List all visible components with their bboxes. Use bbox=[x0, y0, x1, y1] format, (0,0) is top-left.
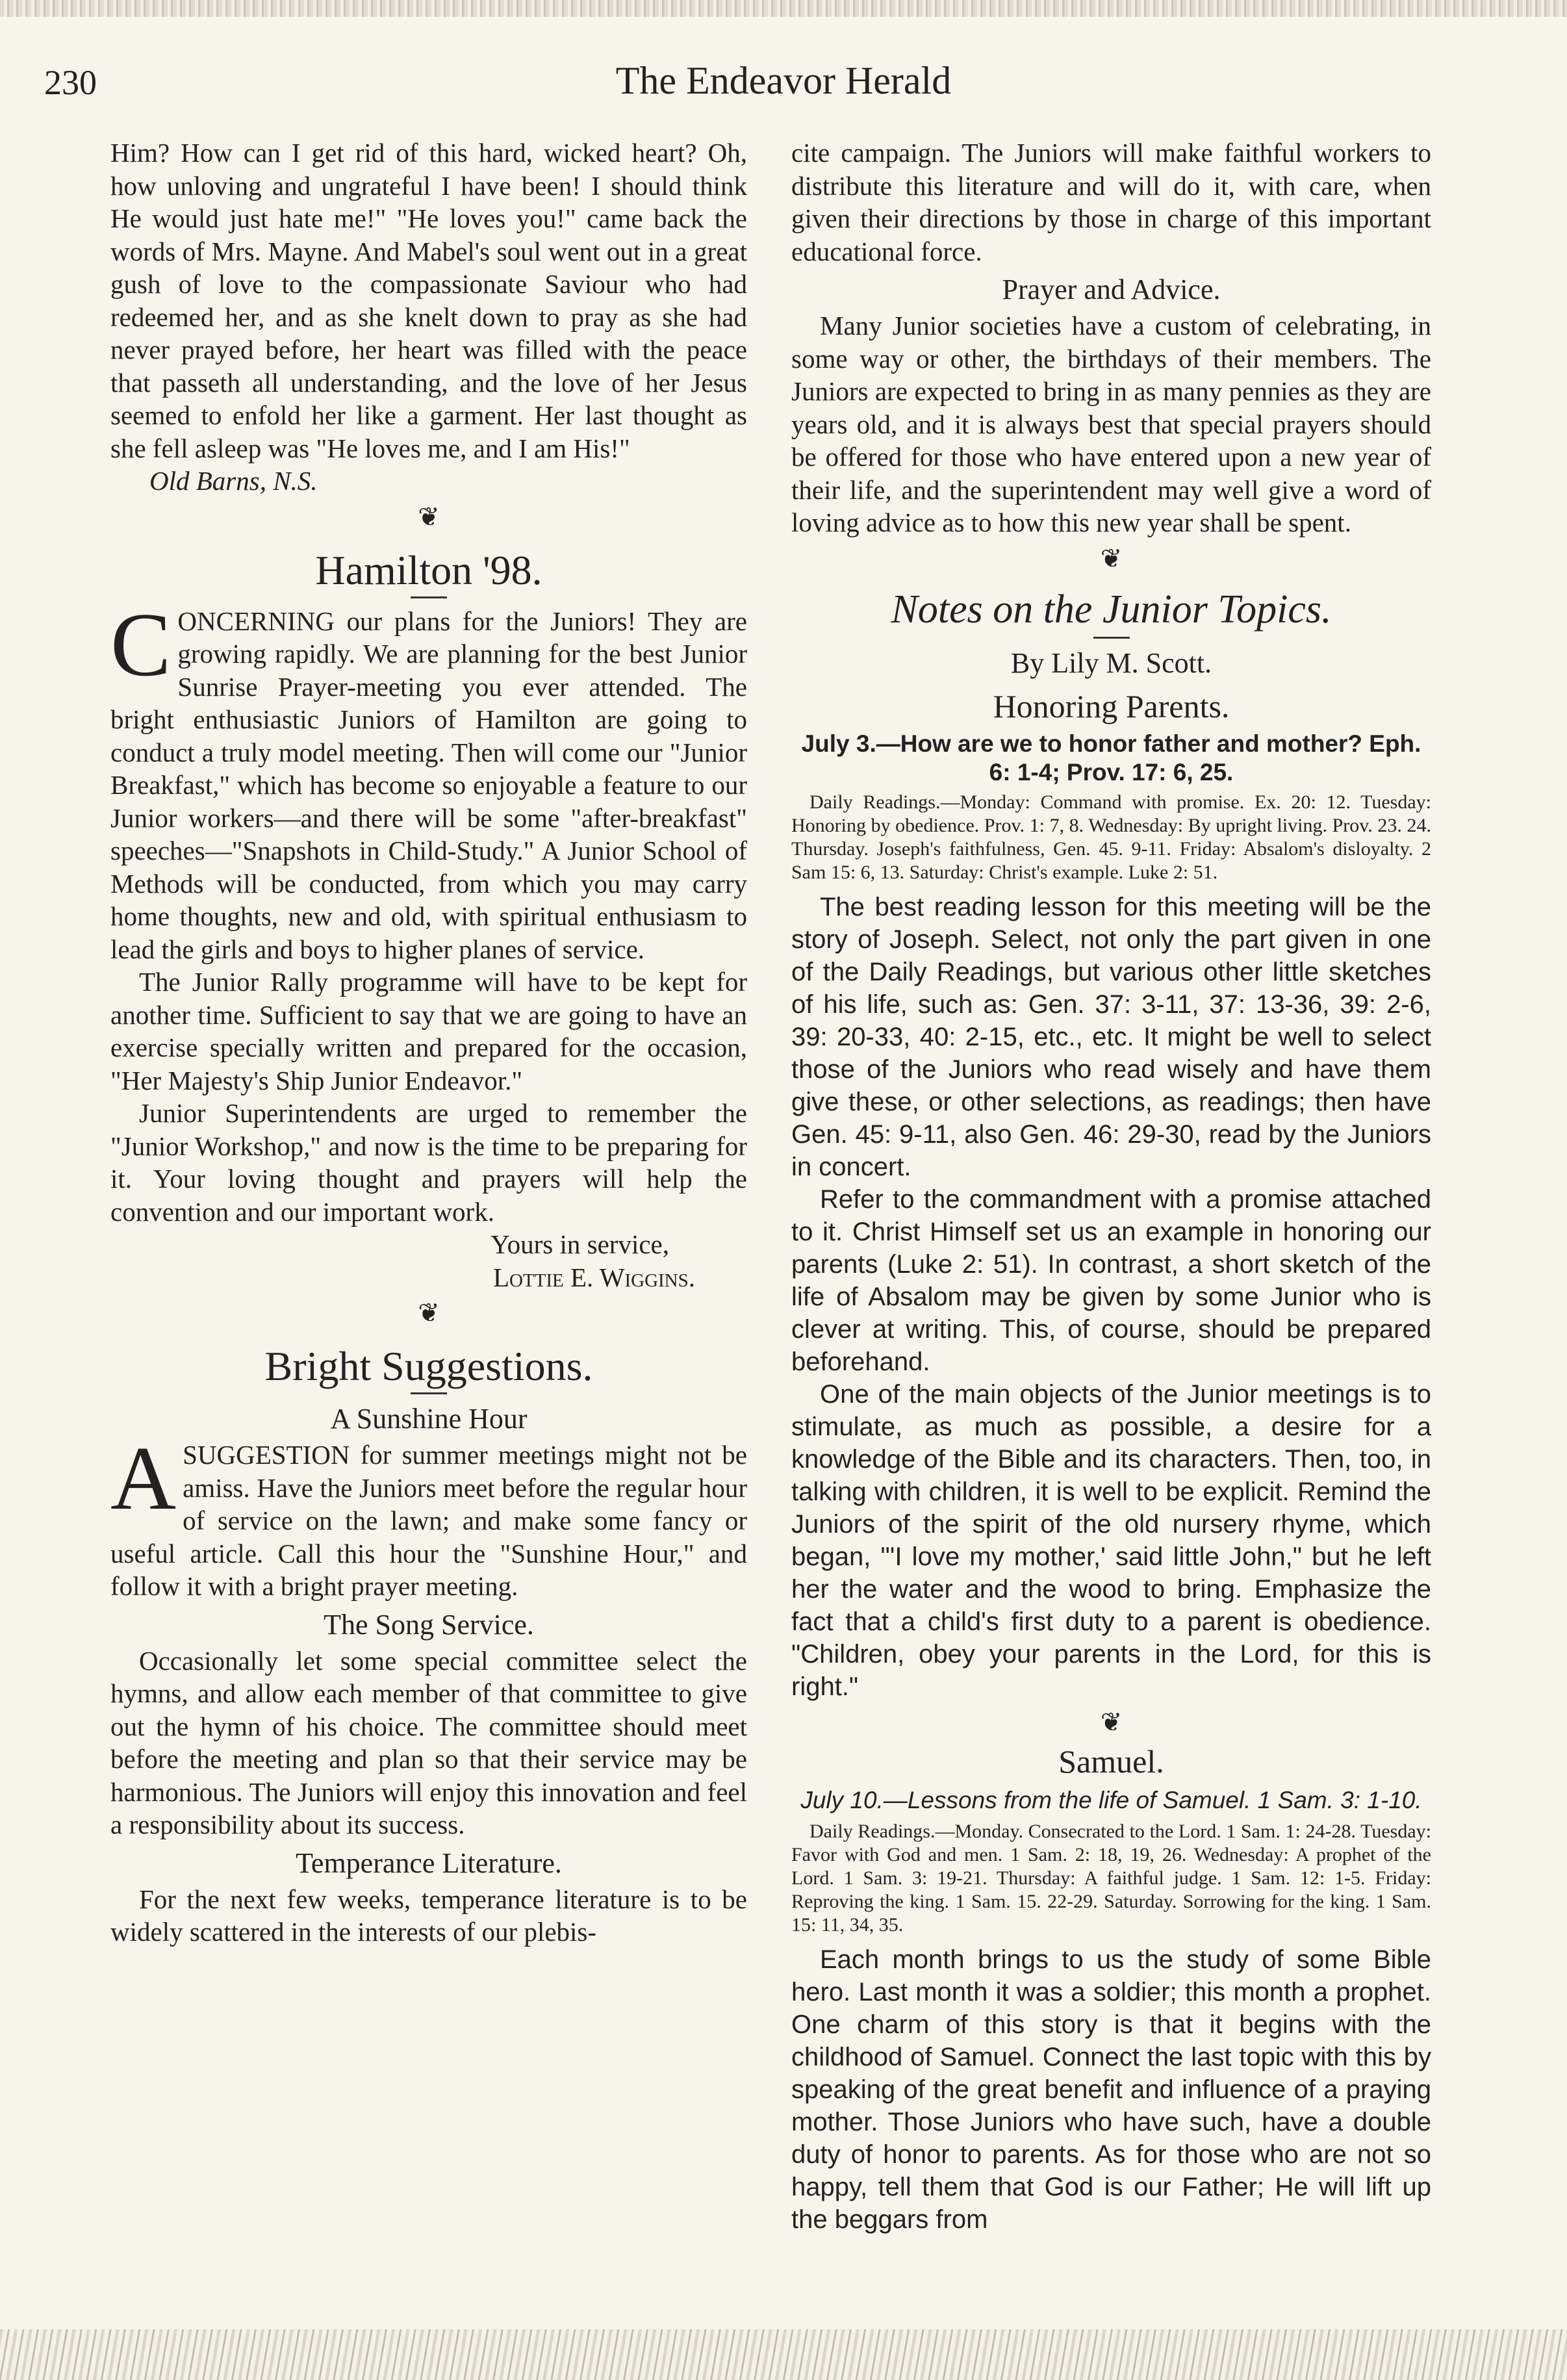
topic-paragraph: One of the main objects of the Junior meetings is to stimulate, as much as possible, a desire for a knowledge of the Bible and its characters. Then, too, in talking with children, it is well to be explicit. Remind the Juniors of the spirit of the old nursery rhyme, which began, "'I love my mother,' said little John," but he left her the water and the wood to bring. Emphasize the fact that a child's first duty to a parent is obedience. "Children, obey your parents in the Lord, for this is right." bbox=[791, 1379, 1431, 1701]
heading-rule bbox=[1093, 637, 1130, 639]
story-signature: Old Barns, N.S. bbox=[149, 466, 318, 496]
suggestion-paragraph: Occasionally let some special committee select the hymns, and allow each member of that committee to give out the hymn of his choice. The committee should meet before the meeting and plan so that their service may be harmonious. The Juniors will enjoy this innovation and feel a responsibility about its success. bbox=[110, 1645, 747, 1839]
topic-paragraph: The best reading lesson for this meeting will be the story of Joseph. Select, not only the part given in one of the Daily Readings, but various other little sketches of his life, such as: Gen. 37: 3-11, 37: 13-36, 39: 2-6, 39: 20-33, 40: 2-15, etc., etc. It might be well to select those of the Juniors who read wisely and have them give these, or other selections, as readings; then have Gen. 45: 9-11, also Gen. 46: 29-30, read by the Juniors in concert. bbox=[791, 892, 1431, 1181]
daily-readings: Daily Readings.—Monday: Command with promise. Ex. 20: 12. Tuesday: Honoring by obedience. Prov. 1: 7, 8. Wednesday: By upright living. Prov. 23. 24. Thursday. Joseph's faithfulness, Gen. 45. 9-11. Friday: Absalom's disloyalty. 2 Sam 15: 6, 13. Saturday: Christ's example. Luke 2: 51. bbox=[791, 791, 1431, 883]
samuel-heading: Samuel. bbox=[1058, 1743, 1164, 1780]
drop-cap: A bbox=[110, 1428, 177, 1529]
ornament-divider: ❦ bbox=[418, 502, 440, 531]
hamilton-paragraph: ONCERNING our plans for the Juniors! They are growing rapidly. We are planning for the best Junior Sunrise Prayer-meeting you ever attended. The bright enthusiastic Juniors of Hamilton are going to conduct a truly model meeting. Then will come our "Junior Breakfast," which has become so enjoyable a feature to our Junior workers—and there will be some "after-breakfast" speeches—"Snapshots in Child-Study." A Junior School of Methods will be conducted, from which you may carry home thoughts, new and old, with spiritual enthusiasm to lead the girls and boys to higher planes of service. bbox=[110, 606, 747, 964]
right-column bbox=[791, 136, 1431, 2236]
notes-heading: Notes on the Junior Topics. bbox=[891, 587, 1332, 632]
ornament-divider: ❦ bbox=[418, 1298, 440, 1327]
ornament-divider: ❦ bbox=[1100, 1707, 1123, 1737]
closing-line: Yours in service, bbox=[490, 1229, 669, 1259]
bright-suggestions-heading: Bright Suggestions. bbox=[264, 1343, 593, 1389]
scan-edge-bottom bbox=[0, 2329, 1567, 2380]
hamilton-heading: Hamilton '98. bbox=[315, 546, 542, 593]
prayer-paragraph: Many Junior societies have a custom of celebrating, in some way or other, the birthdays of their members. The Juniors are expected to bring in as many pennies as they are years old, and it is always best that special prayers should be offered for those who have entered upon a new year of their life, and the superintendent may well give a word of loving advice as to how this new year shall be spent. bbox=[791, 311, 1431, 537]
byline: By Lily M. Scott. bbox=[1010, 646, 1212, 679]
hamilton-paragraph: Junior Superintendents are urged to remember the "Junior Workshop," and now is the time to be preparing for it. Your loving thought and prayers will help the convention and our important work. bbox=[110, 1098, 747, 1227]
topic-reference: July 10.—Lessons from the life of Samuel. 1 Sam. 3: 1-10. bbox=[800, 1786, 1422, 1813]
scan-edge-top bbox=[0, 0, 1567, 17]
topic-heading: Honoring Parents. bbox=[993, 687, 1230, 724]
story-conclusion: Him? How can I get rid of this hard, wicked heart? Oh, how unloving and ungrateful I have been! I should think He would just hate me!" "He loves you!" came back the words of Mrs. Mayne. And Mabel's soul went out in a great gush of love to the compassionate Saviour who had redeemed her, and as she knelt down to pray as she had never prayed before, her heart was filled with the peace that passeth all understanding, and the love of her Jesus seemed to enfold her like a garment. Her last thought as she fell asleep was "He loves me, and I am His!" bbox=[110, 138, 747, 463]
heading-rule bbox=[411, 1392, 447, 1394]
topic-paragraph: Refer to the commandment with a promise attached to it. Christ Himself set us an example in honoring our parents (Luke 2: 51). In contrast, a short sketch of the life of Absalom may be given by some Junior who is clever at writing. This, of course, should be prepared beforehand. bbox=[791, 1184, 1431, 1376]
left-column bbox=[110, 136, 747, 1949]
subheading: Temperance Literature. bbox=[296, 1847, 562, 1879]
daily-readings: Daily Readings.—Monday. Consecrated to the Lord. 1 Sam. 1: 24-28. Tuesday: Favor with God and men. 1 Sam. 2: 18, 19, 26. Wednesday: A prophet of the Lord. 1 Sam. 3: 19-21. Thursday: A faithful judge. 1 Sam. 12: 1-5. Friday: Reproving the king. 1 Sam. 15. 22-29. Saturday. Sorrowing for the king. 1 Sam. 15: 11, 34, 35. bbox=[791, 1820, 1431, 1936]
topic-reference: July 3.—How are we to honor father and mother? Eph. 6: 1-4; Prov. 17: 6, 25. bbox=[801, 730, 1421, 786]
ornament-divider: ❦ bbox=[1100, 543, 1123, 573]
drop-cap: C bbox=[110, 594, 172, 695]
hamilton-paragraph: The Junior Rally programme will have to be kept for another time. Sufficient to say that we are going to have an exercise specially written and prepared for the occasion, "Her Majesty's Ship Junior Endeavor." bbox=[110, 967, 747, 1095]
heading-rule bbox=[411, 596, 447, 598]
subheading: A Sunshine Hour bbox=[330, 1403, 528, 1435]
subheading: Prayer and Advice. bbox=[1002, 274, 1221, 305]
continued-paragraph: cite campaign. The Juniors will make faithful workers to distribute this literature and will do it, with care, when given their directions by those in charge of this important educational force. bbox=[791, 138, 1431, 266]
suggestion-paragraph: For the next few weeks, temperance literature is to be widely scattered in the interests of our plebis- bbox=[110, 1884, 747, 1947]
subheading: The Song Service. bbox=[324, 1608, 534, 1641]
running-header: The Endeavor Herald bbox=[615, 59, 952, 102]
page-number: 230 bbox=[44, 63, 97, 102]
author-signature: Lottie E. Wiggins. bbox=[492, 1262, 695, 1292]
topic-paragraph: Each month brings to us the study of some Bible hero. Last month it was a soldier; this month a prophet. One charm of this story is that it begins with the childhood of Samuel. Connect the last topic with this by speaking of the great benefit and influence of a praying mother. Those Juniors who have such, have a double duty of honor to parents. As for those who are not so happy, tell them that God is our Father; He will lift up the beggars from bbox=[791, 1945, 1431, 2234]
suggestion-paragraph: SUGGESTION for summer meetings might not be amiss. Have the Juniors meet before the regular hour of service on the lawn; and make some fancy or useful article. Call this hour the "Sunshine Hour," and follow it with a bright prayer meeting. bbox=[110, 1440, 747, 1601]
